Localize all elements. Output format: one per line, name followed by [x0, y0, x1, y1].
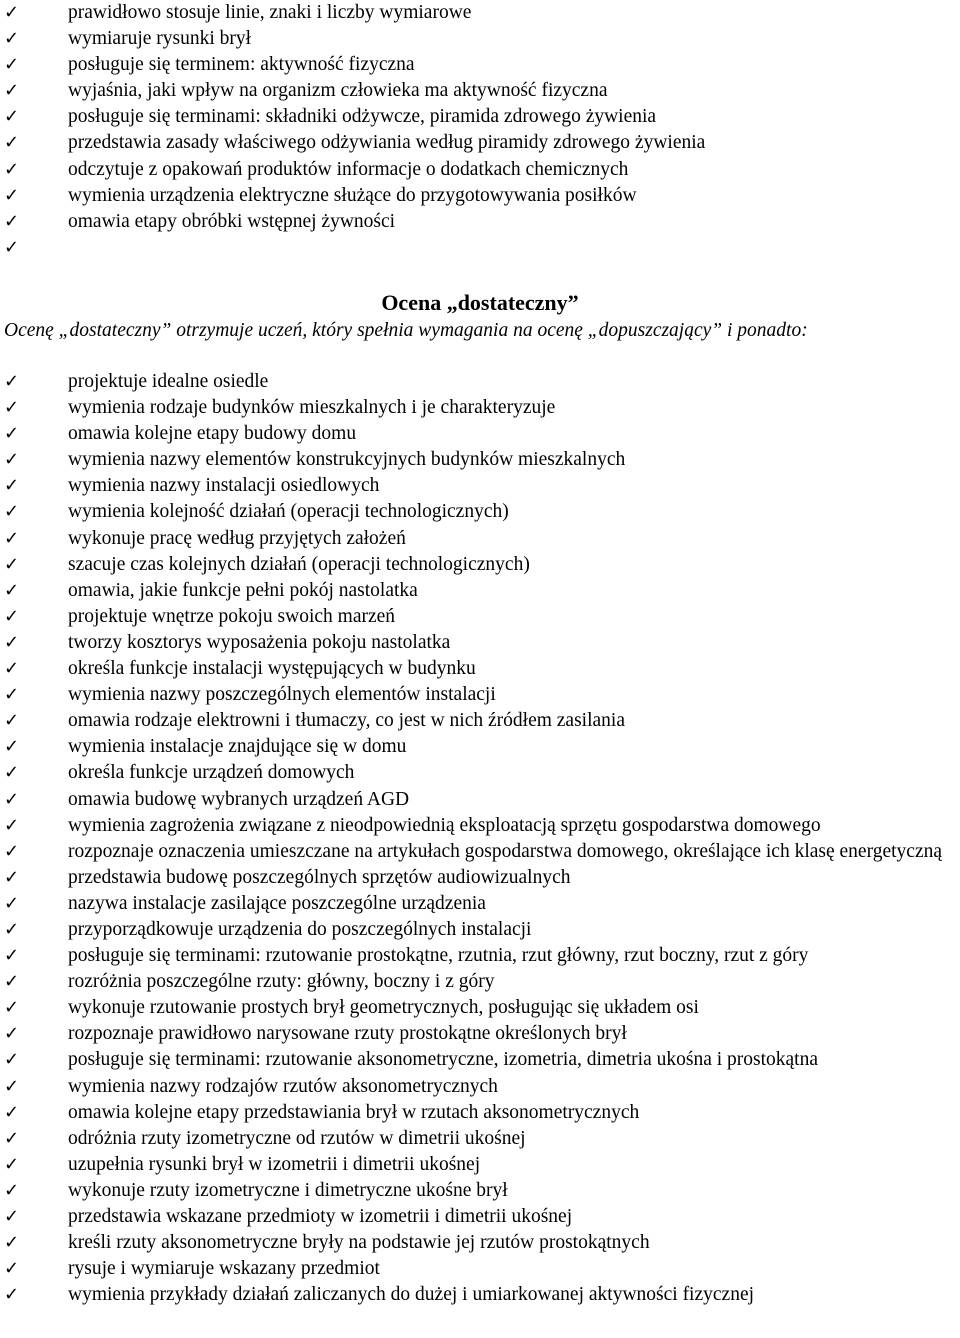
checkmark-icon: ✓ [4, 997, 20, 1019]
list-item [0, 682, 960, 708]
list-item-text: omawia kolejne etapy przedstawiania brył w rzutach aksonometrycznych [68, 1101, 640, 1123]
checkmark-icon: ✓ [4, 80, 20, 102]
list-item-text: rozróżnia poszczególne rzuty: główny, boczny i z góry [68, 971, 495, 993]
list-item-text: wymienia kolejność działań (operacji technologicznych) [68, 501, 509, 523]
checkmark-icon: ✓ [4, 814, 20, 836]
list-item [0, 891, 960, 917]
list-item [0, 526, 960, 552]
checkmark-icon: ✓ [4, 236, 20, 258]
list-item [0, 1230, 960, 1256]
checkmark-icon: ✓ [4, 579, 20, 601]
list-item-text: rozpoznaje prawidłowo narysowane rzuty prostokątne określonych brył [68, 1023, 627, 1045]
checkmark-icon: ✓ [4, 1075, 20, 1097]
checkmark-icon: ✓ [4, 527, 20, 549]
list-item [0, 813, 960, 839]
checkmark-icon: ✓ [4, 866, 20, 888]
checkmark-icon: ✓ [4, 1179, 20, 1201]
checkmark-icon: ✓ [4, 762, 20, 784]
list-item [0, 1074, 960, 1100]
list-item [0, 1178, 960, 1204]
checkmark-icon: ✓ [4, 840, 20, 862]
list-item-text: posługuje się terminami: składniki odżywcze, piramida zdrowego żywienia [68, 106, 657, 128]
list-item [0, 78, 960, 104]
list-item-text: uzupełnia rysunki brył w izometrii i dimetrii ukośnej [68, 1153, 481, 1175]
checkmark-icon: ✓ [4, 605, 20, 627]
checkmark-icon: ✓ [4, 1284, 20, 1306]
checkmark-icon: ✓ [4, 1127, 20, 1149]
list-item [0, 1282, 960, 1308]
checkmark-icon: ✓ [4, 788, 20, 810]
list-item [0, 369, 960, 395]
list-item-text: posługuje się terminami: rzutowanie prostokątne, rzutnia, rzut główny, rzut boczny, rzut z góry [68, 945, 809, 967]
checkmark-icon: ✓ [4, 1023, 20, 1045]
checkmark-icon: ✓ [4, 631, 20, 653]
list-item [0, 917, 960, 943]
list-item [0, 995, 960, 1021]
requirements-list-previous [0, 0, 960, 258]
list-item-text: nazywa instalacje zasilające poszczególne urządzenia [68, 892, 486, 914]
list-item-text: rysuje i wymiaruje wskazany przedmiot [68, 1258, 380, 1280]
list-item [0, 604, 960, 630]
list-item [0, 734, 960, 760]
checkmark-icon: ✓ [4, 28, 20, 50]
list-item-text: określa funkcje instalacji występujących w budynku [68, 658, 476, 680]
list-item-text: wymienia rodzaje budynków mieszkalnych i je charakteryzuje [68, 397, 556, 419]
list-item [0, 26, 960, 52]
list-item [0, 630, 960, 656]
checkmark-icon: ✓ [4, 2, 20, 23]
list-item [0, 552, 960, 578]
list-item [0, 578, 960, 604]
checkmark-icon: ✓ [4, 475, 20, 497]
list-item [0, 421, 960, 447]
list-item-text: wykonuje rzutowanie prostych brył geometrycznych, posługując się układem osi [68, 997, 699, 1019]
checkmark-icon: ✓ [4, 210, 20, 232]
list-item [0, 52, 960, 78]
list-item [0, 1021, 960, 1047]
list-item [0, 447, 960, 473]
list-item [0, 1204, 960, 1230]
list-item [0, 865, 960, 891]
list-item-text: przedstawia wskazane przedmioty w izometrii i dimetrii ukośnej [68, 1206, 573, 1227]
list-item-text: wymienia nazwy instalacji osiedlowych [68, 475, 380, 497]
list-item-text: posługuje się terminem: aktywność fizyczna [68, 54, 415, 76]
list-item-text: omawia, jakie funkcje pełni pokój nastolatka [68, 579, 418, 601]
checkmark-icon: ✓ [4, 945, 20, 967]
requirements-list-dostateczny [0, 369, 960, 1308]
list-item-text: projektuje wnętrze pokoju swoich marzeń [68, 605, 396, 627]
checkmark-icon: ✓ [4, 1206, 20, 1227]
list-item-text: kreśli rzuty aksonometryczne bryły na podstawie jej rzutów prostokątnych [68, 1232, 650, 1254]
list-item [0, 656, 960, 682]
list-item-text: omawia rodzaje elektrowni i tłumaczy, co jest w nich źródłem zasilania [68, 710, 625, 732]
checkmark-icon: ✓ [4, 684, 20, 706]
checkmark-icon: ✓ [4, 1049, 20, 1071]
list-item-text: wymienia zagrożenia związane z nieodpowiednią eksploatacją sprzętu gospodarstwa domowego [68, 814, 821, 836]
checkmark-icon: ✓ [4, 54, 20, 76]
checkmark-icon: ✓ [4, 918, 20, 940]
list-item [0, 183, 960, 209]
checkmark-icon: ✓ [4, 1232, 20, 1254]
list-item-text: omawia budowę wybranych urządzeń AGD [68, 788, 410, 810]
list-item-text: przyporządkowuje urządzenia do poszczególnych instalacji [68, 918, 532, 940]
checkmark-icon: ✓ [4, 971, 20, 993]
list-item [0, 1152, 960, 1178]
list-item-text: rozpoznaje oznaczenia umieszczane na artykułach gospodarstwa domowego, określające ich klasę energetyczną [68, 840, 943, 862]
list-item-text: wymienia instalacje znajdujące się w domu [68, 736, 407, 758]
checkmark-icon: ✓ [4, 1101, 20, 1123]
list-item [0, 969, 960, 995]
checkmark-icon: ✓ [4, 501, 20, 523]
grade-heading: Ocena „dostateczny” [381, 290, 579, 315]
list-item-text: wymienia nazwy poszczególnych elementów instalacji [68, 684, 496, 706]
list-item [0, 1047, 960, 1073]
list-item-text: tworzy kosztorys wyposażenia pokoju nastolatka [68, 631, 451, 653]
list-item-text: wymienia nazwy elementów konstrukcyjnych budynków mieszkalnych [68, 449, 626, 471]
checkmark-icon: ✓ [4, 371, 20, 392]
checkmark-icon: ✓ [4, 1153, 20, 1175]
checkmark-icon: ✓ [4, 397, 20, 419]
checkmark-icon: ✓ [4, 132, 20, 154]
list-item [0, 1256, 960, 1282]
list-item [0, 104, 960, 130]
list-item [0, 943, 960, 969]
checkmark-icon: ✓ [4, 449, 20, 471]
list-item-text: wymiaruje rysunki brył [68, 28, 252, 50]
list-item-text: wymienia przykłady działań zaliczanych do dużej i umiarkowanej aktywności fizycznej [68, 1284, 755, 1306]
list-item [0, 395, 960, 421]
list-item-text: wyjaśnia, jaki wpływ na organizm człowieka ma aktywność fizyczna [68, 80, 608, 102]
list-item [0, 1100, 960, 1126]
list-item-text: wykonuje rzuty izometryczne i dimetryczne ukośne brył [68, 1179, 508, 1201]
list-item [0, 473, 960, 499]
list-item-text: posługuje się terminami: rzutowanie aksonometryczne, izometria, dimetria ukośna i prostokątna [68, 1049, 818, 1071]
checkmark-icon: ✓ [4, 658, 20, 680]
list-item-text: omawia etapy obróbki wstępnej żywności [68, 210, 396, 232]
list-item-text: szacuje czas kolejnych działań (operacji technologicznych) [68, 553, 530, 575]
list-item-text: wykonuje pracę według przyjętych założeń [68, 527, 406, 549]
checkmark-icon: ✓ [4, 710, 20, 732]
checkmark-icon: ✓ [4, 184, 20, 206]
list-item-text: przedstawia budowę poszczególnych sprzętów audiowizualnych [68, 866, 571, 888]
list-item-text: przedstawia zasady właściwego odżywiania według piramidy zdrowego żywienia [68, 132, 706, 154]
list-item-text: odróżnia rzuty izometryczne od rzutów w dimetrii ukośnej [68, 1127, 526, 1149]
list-item [0, 209, 960, 235]
list-item [0, 760, 960, 786]
checkmark-icon: ✓ [4, 736, 20, 758]
list-item-text: odczytuje z opakowań produktów informacje o dodatkach chemicznych [68, 158, 629, 180]
list-item-text: omawia kolejne etapy budowy domu [68, 423, 357, 445]
list-item [0, 0, 960, 26]
list-item [0, 839, 960, 865]
list-item-text: projektuje idealne osiedle [68, 371, 269, 392]
checkmark-icon: ✓ [4, 423, 20, 445]
grade-intro: Ocenę „dostateczny” otrzymuje uczeń, który spełnia wymagania na ocenę „dopuszczający” i ponadto: [4, 320, 808, 341]
list-item-text: wymienia nazwy rodzajów rzutów aksonometrycznych [68, 1075, 498, 1097]
list-item-text: wymienia urządzenia elektryczne służące do przygotowywania posiłków [68, 184, 637, 206]
list-item-text: określa funkcje urządzeń domowych [68, 762, 355, 784]
list-item [0, 708, 960, 734]
list-item [0, 499, 960, 525]
list-item [0, 130, 960, 156]
list-item [0, 787, 960, 813]
list-item [0, 157, 960, 183]
list-item [0, 1126, 960, 1152]
checkmark-icon: ✓ [4, 106, 20, 128]
checkmark-icon: ✓ [4, 553, 20, 575]
checkmark-icon: ✓ [4, 892, 20, 914]
checkmark-icon: ✓ [4, 158, 20, 180]
list-item-text: prawidłowo stosuje linie, znaki i liczby wymiarowe [68, 2, 472, 23]
checkmark-icon: ✓ [4, 1258, 20, 1280]
